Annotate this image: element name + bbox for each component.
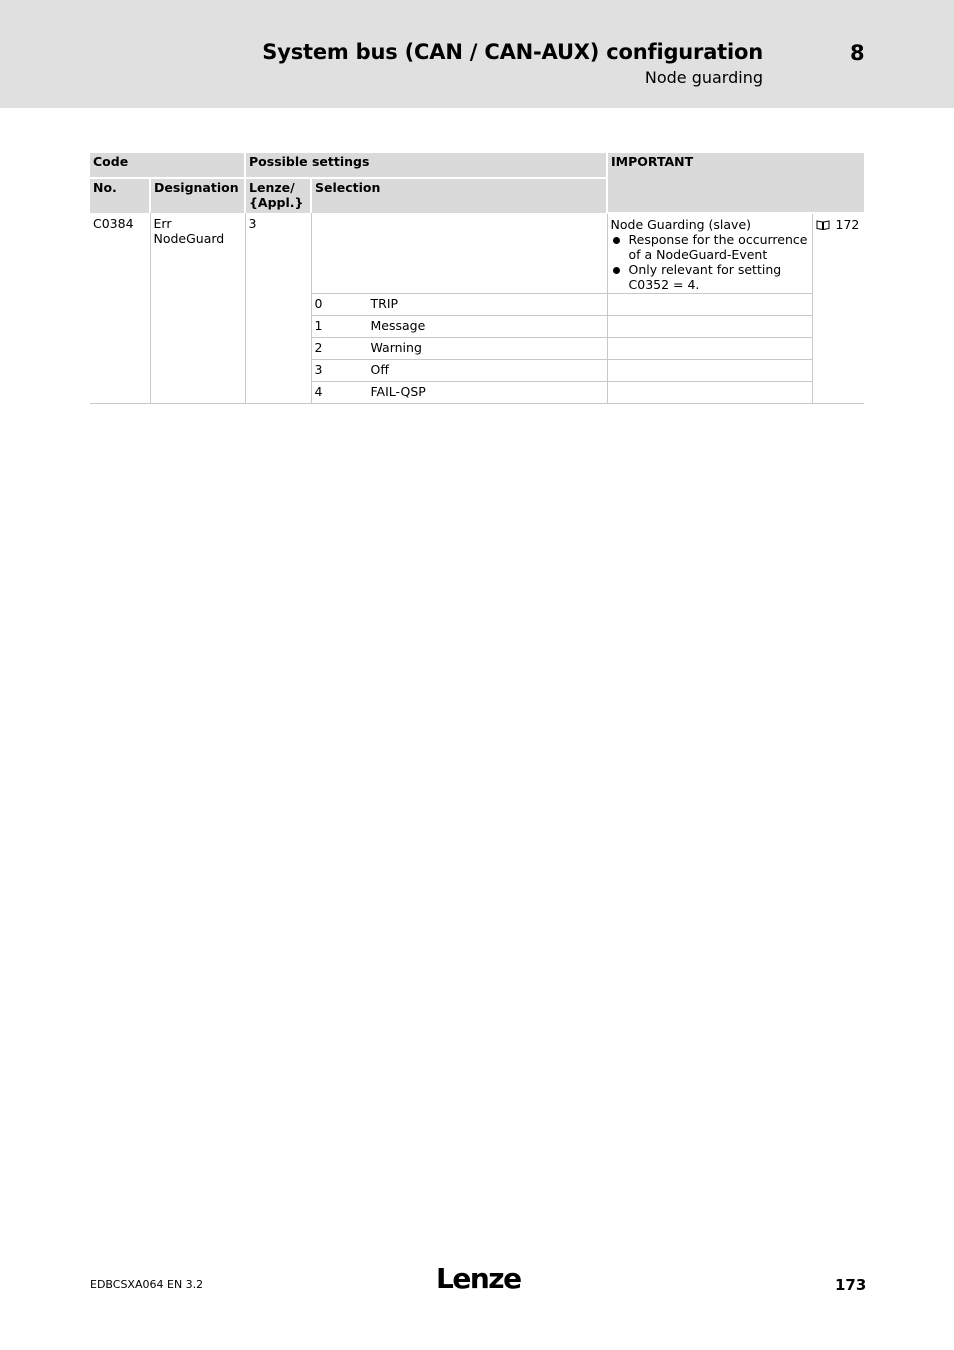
chapter-title: System bus (CAN / CAN-AUX) configuration (262, 40, 763, 64)
document-id: EDBCSXA064 EN 3.2 (90, 1278, 204, 1291)
list-item: Response for the occurrence of a NodeGuard-Event (611, 232, 809, 262)
header-possible-settings: Possible settings (245, 153, 607, 178)
table-row (90, 213, 864, 294)
list-item: Only relevant for setting C0352 = 4. (611, 262, 809, 292)
header-lenze: Lenze/ {Appl.} (245, 178, 311, 213)
selection-option: 4 FAIL-QSP (311, 382, 607, 404)
important-blank (607, 382, 812, 404)
header-code: Code (90, 153, 245, 178)
selection-blank (311, 213, 607, 294)
header-selection: Selection (311, 178, 607, 213)
chapter-number: 8 (850, 41, 865, 65)
selection-option: 0 TRIP (311, 294, 607, 316)
important-blank (607, 316, 812, 338)
lenze-default: 3 (245, 213, 311, 404)
important-bullets (611, 232, 809, 292)
parameter-table (90, 153, 864, 404)
important-blank (607, 360, 812, 382)
important-info (607, 213, 812, 294)
table-header-row (90, 153, 864, 178)
important-blank (607, 338, 812, 360)
page-number: 173 (835, 1276, 867, 1294)
designation: Err NodeGuard (150, 213, 245, 404)
header-important: IMPORTANT (607, 153, 864, 213)
selection-option: 1 Message (311, 316, 607, 338)
important-title: Node Guarding (slave) (610, 217, 752, 232)
header-no: No. (93, 180, 117, 195)
section-subtitle: Node guarding (644, 68, 763, 87)
book-icon (816, 220, 830, 230)
selection-option: 2 Warning (311, 338, 607, 360)
lenze-logo: Lenze (436, 1262, 521, 1295)
header-band (0, 0, 954, 108)
selection-option: 3 Off (311, 360, 607, 382)
important-blank (607, 294, 812, 316)
page-reference (812, 213, 864, 404)
reference-page-number: 172 (835, 217, 860, 232)
header-designation: Designation (150, 178, 245, 213)
code-number: C0384 (90, 213, 150, 404)
